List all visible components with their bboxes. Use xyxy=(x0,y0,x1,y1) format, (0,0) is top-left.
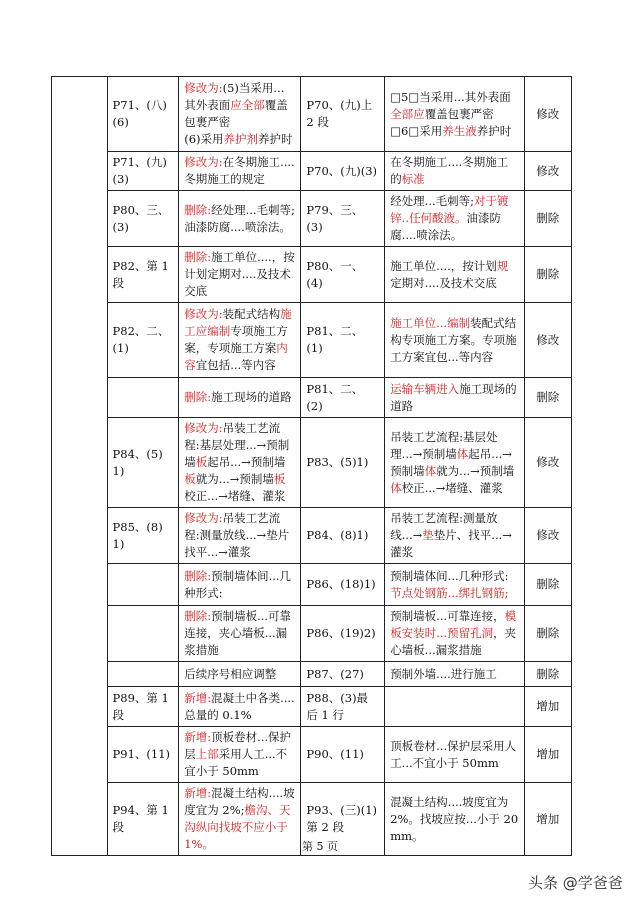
text-segment: 预制墙板...可靠连接， xyxy=(390,609,505,623)
old-reference-cell: P93、(三)(1)第 2 段 xyxy=(301,783,385,856)
new-content-cell xyxy=(179,418,301,508)
table-row xyxy=(52,152,572,191)
text-segment: 经处理...毛刺等;油漆防腐....喷涂法。 xyxy=(184,202,295,234)
action-cell: 增加 xyxy=(524,727,571,783)
highlighted-text: 删除: xyxy=(184,609,212,623)
old-content-cell xyxy=(385,152,524,191)
old-content-cell xyxy=(385,606,524,662)
new-content-cell xyxy=(179,606,301,662)
new-content-cell xyxy=(179,687,301,727)
old-content-cell xyxy=(385,247,524,303)
text-segment: 就为...→预制墙 xyxy=(436,463,515,478)
action-cell: 删除 xyxy=(524,191,571,247)
highlighted-text: 养生液 xyxy=(442,123,477,138)
old-reference-cell: P70、(九)上 2 段 xyxy=(301,77,385,152)
highlighted-text: 删除: xyxy=(184,568,212,583)
old-content-cell xyxy=(385,687,524,727)
table-row xyxy=(52,191,572,247)
highlighted-text: 体 xyxy=(424,463,437,478)
table-row xyxy=(52,508,572,564)
old-reference-cell: P90、(11) xyxy=(301,727,385,783)
text-segment: 预制墙体间...几种形式: xyxy=(184,568,292,600)
highlighted-text: 上部 xyxy=(195,747,219,761)
new-content-cell xyxy=(179,77,301,152)
old-reference-cell: P84、(8)1) xyxy=(301,508,385,564)
action-cell: 删除 xyxy=(524,564,571,606)
highlighted-text: 标准 xyxy=(401,172,425,186)
new-content-cell xyxy=(179,247,301,303)
highlighted-text: 修改为: xyxy=(184,307,223,321)
new-content-cell xyxy=(179,727,301,783)
highlighted-text: 运输车辆进入 xyxy=(390,381,460,396)
text-segment: 垫片、找平...→灌浆 xyxy=(390,528,512,559)
text-segment: 校正...→堵缝、灌浆 xyxy=(401,480,503,495)
text-segment: 吊装工艺流程:测量放线...→ xyxy=(390,511,498,542)
old-content-cell xyxy=(385,378,524,418)
text-segment: 油漆防腐....喷涂法。 xyxy=(390,211,501,242)
new-reference-cell xyxy=(107,564,179,606)
action-cell: 修改 xyxy=(524,152,571,191)
highlighted-text: 修改为: xyxy=(184,511,223,525)
new-reference-cell xyxy=(107,606,179,662)
table-row xyxy=(52,77,572,152)
text-segment: 起吊...→预制墙 xyxy=(207,455,286,469)
text-segment: 施工单位....，按计划定期对....及技术交底 xyxy=(184,250,295,298)
new-reference-cell xyxy=(107,378,179,418)
highlighted-text: 檐沟、天沟纵向找坡不应小于 1%。 xyxy=(184,803,291,851)
old-reference-cell: P70、(九)(3) xyxy=(301,152,385,191)
new-reference-cell: P91、(11) xyxy=(107,727,179,783)
table-row xyxy=(52,378,572,418)
text-segment: 后续序号相应调整 xyxy=(184,666,277,681)
highlighted-text: 修改为: xyxy=(184,155,223,169)
new-content-cell xyxy=(179,303,301,378)
text-segment: 起吊...→预制墙 xyxy=(390,446,512,478)
text-segment: 吊装工艺流程:基层处理...→预制墙 xyxy=(184,421,290,469)
action-cell: 增加 xyxy=(524,783,571,856)
new-reference-cell: P85、(8)1) xyxy=(107,508,179,564)
text-segment: 在冬期施工....冬期施工的 xyxy=(390,155,509,186)
new-content-cell xyxy=(179,564,301,606)
old-reference-cell: P86、(18)1) xyxy=(301,564,385,606)
old-content-cell xyxy=(385,418,524,508)
text-segment: 预制墙体间...几种形式: xyxy=(390,568,509,583)
highlighted-text: 节点处钢筋...绑扎钢筋; xyxy=(390,585,509,600)
new-content-cell xyxy=(179,152,301,191)
category-cell xyxy=(52,77,108,856)
text-segment: ，夹心墙板...漏浆措施 xyxy=(390,626,517,657)
new-content-cell xyxy=(179,378,301,418)
highlighted-text: 新增: xyxy=(184,786,212,800)
highlighted-text: 新增: xyxy=(184,730,212,744)
new-reference-cell: P82、二、(1) xyxy=(107,303,179,378)
text-segment: 装配式结构专项施工方案。专项施工方案宜包...等内容 xyxy=(390,315,517,364)
highlighted-text: 体 xyxy=(390,480,402,495)
old-reference-cell: P87、(27) xyxy=(301,662,385,687)
table-row xyxy=(52,418,572,508)
text-segment: 施工现场的道路 xyxy=(390,381,517,413)
old-reference-cell: P81、二、(2) xyxy=(301,378,385,418)
action-cell: 增加 xyxy=(524,687,571,727)
text-segment: 混凝土结构....坡度宜为 2%; xyxy=(184,786,295,817)
text-segment: 覆盖包裹严密 □6□采用 xyxy=(390,106,494,138)
old-content-cell xyxy=(385,77,524,152)
highlighted-text: 垫 xyxy=(422,528,434,542)
new-reference-cell: P94、第 1 段 xyxy=(107,783,179,856)
text-segment: 装配式结构 xyxy=(222,307,281,321)
highlighted-text: 新增: xyxy=(184,690,212,705)
action-cell: 修改 xyxy=(524,508,571,564)
action-cell: 删除 xyxy=(524,378,571,418)
text-segment: (5)当采用...其外表面 xyxy=(184,81,285,112)
old-content-cell xyxy=(385,662,524,687)
highlighted-text: 板 xyxy=(184,472,196,486)
highlighted-text: 施工单位...编制 xyxy=(390,315,471,330)
text-segment: 定期对....及技术交底 xyxy=(390,275,497,290)
new-reference-cell: P89、第 1 段 xyxy=(107,687,179,727)
old-reference-cell: P81、二、(1) xyxy=(301,303,385,378)
text-segment: 经处理...毛刺等; xyxy=(390,194,475,208)
revision-table xyxy=(51,76,572,856)
old-content-cell xyxy=(385,303,524,378)
text-segment: 顶板卷材...保护层采用人工...不宜小于 50mm xyxy=(390,738,517,770)
text-segment: 宜包括...等内容 xyxy=(195,358,276,372)
text-segment: 在冬期施工....冬期施工的规定 xyxy=(184,155,295,186)
highlighted-text: 体 xyxy=(456,446,469,461)
action-cell: 修改 xyxy=(524,77,571,152)
text-segment: 覆盖包裹严密 (6)采用 xyxy=(184,98,288,146)
highlighted-text: 删除: xyxy=(184,390,212,404)
highlighted-text: 模板安装时...预留孔洞 xyxy=(390,609,517,640)
text-segment: 混凝土中各类....总量的 0.1% xyxy=(184,690,295,722)
text-segment: 混凝土结构....坡度宜为 2%。找坡应按...小于 20mm。 xyxy=(390,794,519,843)
new-reference-cell: P71、(九)(3) xyxy=(107,152,179,191)
text-segment: 采用人工...不宜小于 50mm xyxy=(184,747,288,778)
old-content-cell xyxy=(385,564,524,606)
table-row xyxy=(52,606,572,662)
new-reference-cell: P82、第 1 段 xyxy=(107,247,179,303)
table-row xyxy=(52,564,572,606)
highlighted-text: 修改为: xyxy=(184,421,223,435)
highlighted-text: 应全部 xyxy=(230,98,265,112)
old-reference-cell: P86、(19)2) xyxy=(301,606,385,662)
text-segment: 专项施工方案，专项施工方案 xyxy=(184,324,288,355)
new-reference-cell: P84、(5)1) xyxy=(107,418,179,508)
text-segment: 顶板卷材...保护层 xyxy=(184,730,292,761)
action-cell: 修改 xyxy=(524,303,571,378)
old-reference-cell: P88、(3)最后 1 行 xyxy=(301,687,385,727)
old-reference-cell: P80、一、(4) xyxy=(301,247,385,303)
new-content-cell xyxy=(179,508,301,564)
highlighted-text: 删除: xyxy=(184,250,212,264)
new-reference-cell: P71、(八)(6) xyxy=(107,77,179,152)
new-content-cell xyxy=(179,662,301,687)
table-row xyxy=(52,662,572,687)
table-row xyxy=(52,247,572,303)
highlighted-text: 对于镀锌..任何酸液。 xyxy=(390,194,509,225)
action-cell: 删除 xyxy=(524,606,571,662)
text-segment: 吊装工艺流程:基层处理...→预制墙 xyxy=(390,429,498,461)
text-segment: 施工现场的道路 xyxy=(211,390,292,404)
text-segment: 养护时 xyxy=(258,132,293,146)
action-cell: 修改 xyxy=(524,418,571,508)
text-segment: 校正...→堵缝、灌浆 xyxy=(184,489,286,503)
highlighted-text: 施工应编制 xyxy=(184,307,292,338)
page-number: 第 5 页 xyxy=(302,840,338,853)
highlighted-text: 删除: xyxy=(184,202,212,217)
highlighted-text: 内容 xyxy=(184,341,288,372)
text-segment: □5□当采用...其外表面 xyxy=(390,89,511,104)
text-segment: 就为...→预制墙 xyxy=(195,472,274,486)
highlighted-text: 养护剂 xyxy=(223,132,259,146)
text-segment: 施工单位....，按计划 xyxy=(390,258,497,273)
highlighted-text: 全部应 xyxy=(390,106,425,121)
highlighted-text: 规 xyxy=(496,258,509,273)
action-cell: 删除 xyxy=(524,662,571,687)
text-segment: 预制外墙....进行施工 xyxy=(390,666,497,681)
watermark: 头条 @学爸爸 xyxy=(528,874,623,892)
action-cell: 删除 xyxy=(524,247,571,303)
highlighted-text: 板 xyxy=(273,472,286,486)
old-content-cell xyxy=(385,508,524,564)
highlighted-text: 修改为: xyxy=(184,81,223,95)
new-reference-cell xyxy=(107,662,179,687)
old-reference-cell: P83、(5)1) xyxy=(301,418,385,508)
new-content-cell xyxy=(179,191,301,247)
table-row xyxy=(52,303,572,378)
text-segment: 吊装工艺流程:测量放线...→垫片找平...→灌浆 xyxy=(184,511,290,559)
new-reference-cell: P80、三、(3) xyxy=(107,191,179,247)
old-content-cell xyxy=(385,727,524,783)
old-content-cell xyxy=(385,191,524,247)
table-row xyxy=(52,687,572,727)
text-segment: 养护时 xyxy=(476,123,512,138)
highlighted-text: 板 xyxy=(195,455,208,469)
table-row xyxy=(52,727,572,783)
old-reference-cell: P79、三、(3) xyxy=(301,191,385,247)
text-segment: 预制墙板...可靠连接，夹心墙板...漏浆措施 xyxy=(184,609,292,657)
